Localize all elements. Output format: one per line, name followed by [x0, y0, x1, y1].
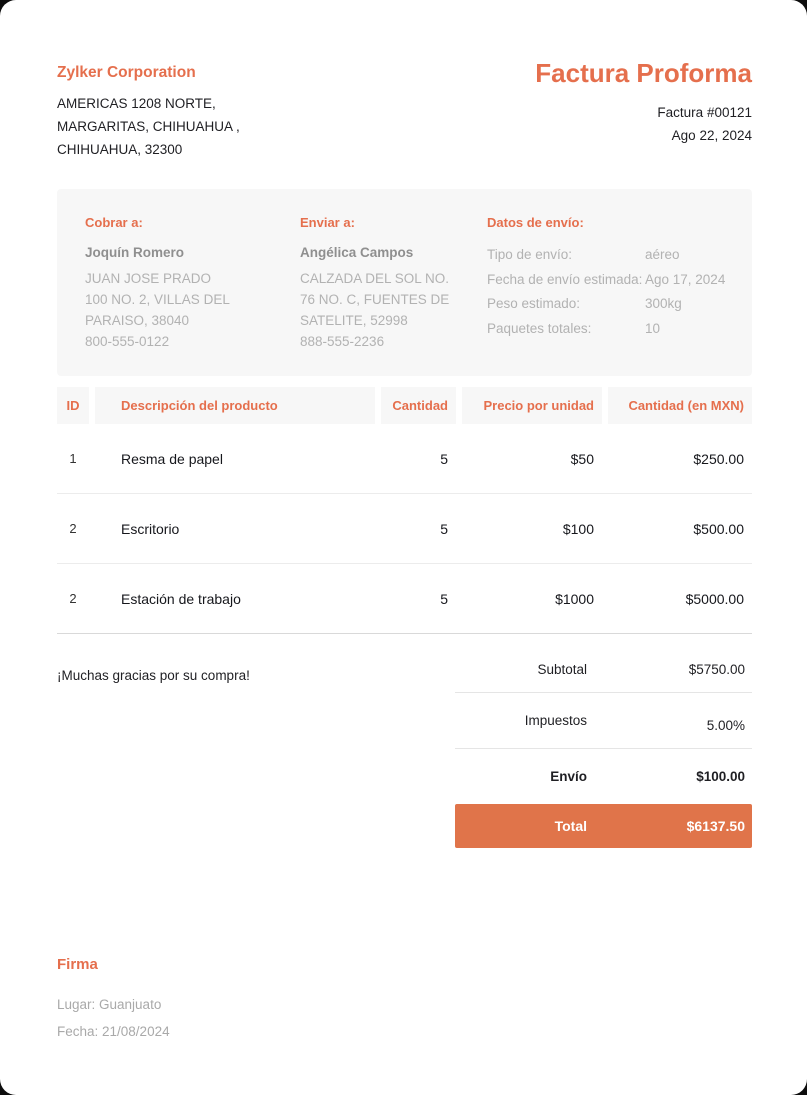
total-value: $6137.50	[686, 818, 745, 834]
shipping-info-label: Tipo de envío:	[487, 247, 573, 262]
ship-to-section	[300, 215, 487, 352]
total-label: Total	[554, 818, 587, 834]
bill-to-heading: Cobrar a:	[85, 215, 143, 230]
bill-to-line: PARAISO, 38040	[85, 313, 190, 328]
ship-to-line: CALZADA DEL SOL NO.	[300, 271, 450, 286]
table-row	[57, 494, 752, 564]
invoice-number: Factura #00121	[657, 105, 752, 120]
shipping-value: $100.00	[696, 769, 745, 784]
items-table-header	[57, 387, 752, 424]
company-address-line: CHIHUAHUA, 32300	[57, 142, 183, 157]
header-amount-mxn: Cantidad (en MXN)	[608, 387, 752, 424]
thanks-note: ¡Muchas gracias por su compra!	[57, 668, 250, 683]
cell-quantity: 5	[440, 450, 448, 467]
shipping-info-row	[487, 268, 728, 293]
tax-value: 5.00%	[706, 718, 745, 733]
shipping-info-value: 10	[645, 320, 661, 336]
ship-to-line: 76 NO. C, FUENTES DE	[300, 292, 450, 307]
company-address-line: AMERICAS 1208 NORTE,	[57, 96, 216, 111]
shipping-info-row	[487, 243, 728, 268]
cell-id: 2	[69, 521, 77, 536]
bill-to-section	[85, 215, 300, 352]
company-name: Zylker Corporation	[57, 64, 196, 81]
shipping-info-label: Peso estimado:	[487, 296, 581, 311]
bill-to-line: JUAN JOSE PRADO	[85, 271, 212, 286]
items-table	[57, 387, 752, 634]
tax-row	[455, 693, 752, 749]
signature-place: Lugar: Guanjuato	[57, 997, 162, 1012]
bill-to-line: 800-555-0122	[85, 334, 170, 349]
shipping-info-heading: Datos de envío:	[487, 215, 584, 230]
bill-to-line: 100 NO. 2, VILLAS DEL	[85, 292, 230, 307]
table-row	[57, 424, 752, 494]
ship-to-line: 888-555-2236	[300, 334, 385, 349]
shipping-info-value: Ago 17, 2024	[645, 271, 726, 287]
bill-to-name: Joquín Romero	[85, 245, 185, 260]
header-description: Descripción del producto	[95, 387, 375, 424]
ship-to-heading: Enviar a:	[300, 215, 355, 230]
shipping-info-label: Fecha de envío estimada:	[487, 271, 643, 287]
company-block	[57, 58, 240, 161]
header-id: ID	[57, 387, 89, 424]
shipping-info-section	[487, 215, 728, 352]
cell-quantity: 5	[440, 520, 448, 537]
subtotal-value: $5750.00	[688, 661, 745, 677]
cell-description: Resma de papel	[121, 450, 223, 467]
ship-to-line: SATELITE, 52998	[300, 313, 408, 328]
company-address-line: MARGARITAS, CHIHUAHUA ,	[57, 119, 240, 134]
page-header	[57, 58, 752, 161]
totals-table	[455, 646, 752, 848]
billing-shipping-panel	[57, 189, 752, 376]
cell-description: Estación de trabajo	[121, 590, 241, 607]
cell-amount: $5000.00	[685, 590, 744, 607]
shipping-info-row	[487, 317, 728, 342]
tax-label: Impuestos	[524, 713, 587, 728]
subtotal-row	[455, 646, 752, 693]
invoice-title-block	[535, 58, 752, 161]
shipping-label: Envío	[550, 769, 587, 784]
shipping-info-value: aéreo	[645, 247, 680, 262]
header-unit-price: Precio por unidad	[462, 387, 602, 424]
table-row	[57, 564, 752, 634]
cell-id: 2	[69, 591, 77, 606]
cell-unit-price: $50	[570, 450, 594, 467]
cell-amount: $500.00	[693, 520, 744, 537]
shipping-info-label: Paquetes totales:	[487, 320, 592, 336]
shipping-info-row	[487, 292, 728, 317]
page-title: Factura Proforma	[535, 58, 752, 88]
signature-heading: Firma	[57, 956, 98, 973]
cell-unit-price: $1000	[555, 590, 594, 607]
cell-id: 1	[69, 451, 77, 466]
company-address	[57, 92, 240, 161]
header-quantity: Cantidad	[381, 387, 456, 424]
shipping-info-value: 300kg	[645, 296, 682, 311]
ship-to-name: Angélica Campos	[300, 245, 414, 260]
totals-section	[57, 646, 752, 848]
subtotal-label: Subtotal	[537, 661, 587, 677]
total-bar	[455, 804, 752, 848]
cell-unit-price: $100	[562, 520, 594, 537]
signature-date: Fecha: 21/08/2024	[57, 1024, 170, 1039]
invoice-date: Ago 22, 2024	[671, 128, 752, 143]
cell-quantity: 5	[440, 590, 448, 607]
cell-amount: $250.00	[693, 450, 744, 467]
signature-section	[57, 956, 752, 1042]
shipping-row	[455, 749, 752, 804]
cell-description: Escritorio	[121, 520, 180, 537]
